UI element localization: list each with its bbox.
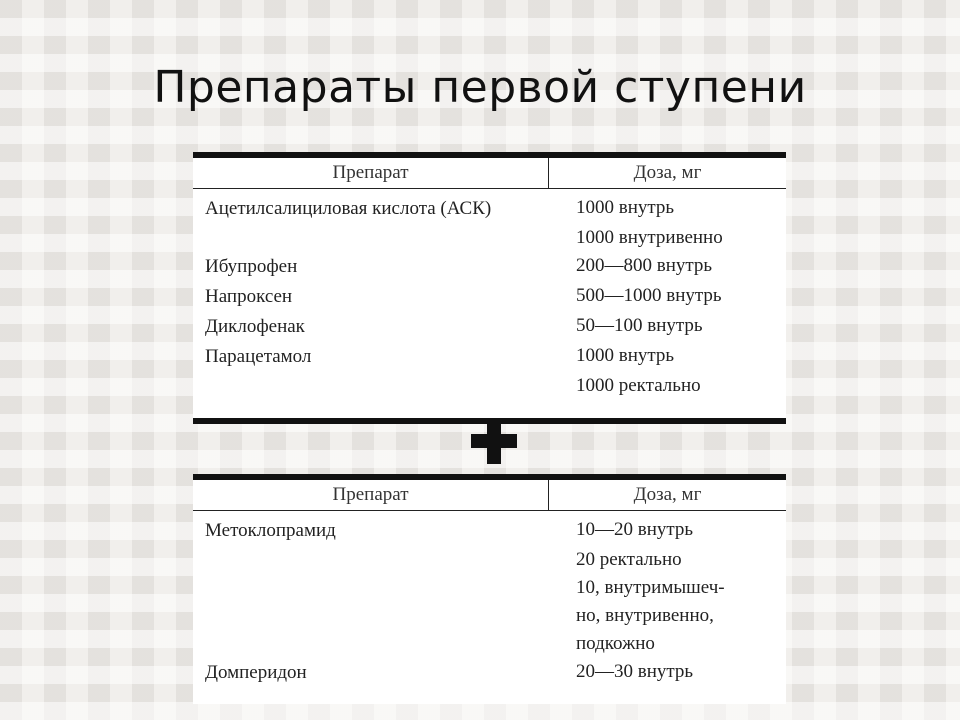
dose-cell: 20 ректально <box>576 549 682 570</box>
table-header <box>193 480 786 511</box>
antiemetics-table <box>193 474 786 704</box>
table-row <box>193 658 786 688</box>
header-dose: Доза, мг <box>548 158 786 188</box>
table-row <box>193 574 786 658</box>
drug-cell <box>193 224 548 252</box>
drug-cell: Домперидон <box>205 662 307 683</box>
table-row <box>193 252 786 282</box>
dose-cell: 1000 внутрь <box>576 197 675 218</box>
plus-icon <box>471 418 517 464</box>
drug-cell: Парацетамол <box>205 346 312 367</box>
dose-cell: 200—800 внутрь <box>576 255 713 276</box>
table-row <box>193 194 786 224</box>
drug-cell <box>193 372 548 400</box>
header-dose: Доза, мг <box>548 480 786 510</box>
table-row <box>193 516 786 546</box>
dose-cell: 50—100 внутрь <box>576 315 703 336</box>
drug-cell: Напроксен <box>205 286 293 307</box>
slide-title: Препараты первой ступени <box>153 62 807 113</box>
dose-cell: 1000 ректально <box>576 375 701 396</box>
drug-cell <box>193 546 548 574</box>
table-row <box>193 224 786 252</box>
table-row <box>193 546 786 574</box>
table-header <box>193 158 786 189</box>
table-row <box>193 372 786 400</box>
drug-cell: Ацетилсалициловая кислота (АСК) <box>205 198 492 219</box>
drug-cell: Ибупрофен <box>205 256 298 277</box>
drug-cell: Метоклопрамид <box>205 520 336 541</box>
dose-cell: 500—1000 внутрь <box>576 285 722 306</box>
table-row <box>193 282 786 312</box>
drug-cell: Диклофенак <box>205 316 305 337</box>
dose-cell: 10, внутримышеч- но, внутривенно, подкожно <box>576 577 725 654</box>
drug-cell <box>193 574 548 658</box>
dose-cell: 20—30 внутрь <box>576 661 694 682</box>
dose-cell: 10—20 внутрь <box>576 519 694 540</box>
dose-cell: 1000 внутривенно <box>576 227 723 248</box>
header-drug: Препарат <box>332 162 409 183</box>
header-drug: Препарат <box>332 484 409 505</box>
table-row <box>193 312 786 342</box>
table-row <box>193 342 786 372</box>
dose-cell: 1000 внутрь <box>576 345 675 366</box>
analgesics-table <box>193 152 786 424</box>
